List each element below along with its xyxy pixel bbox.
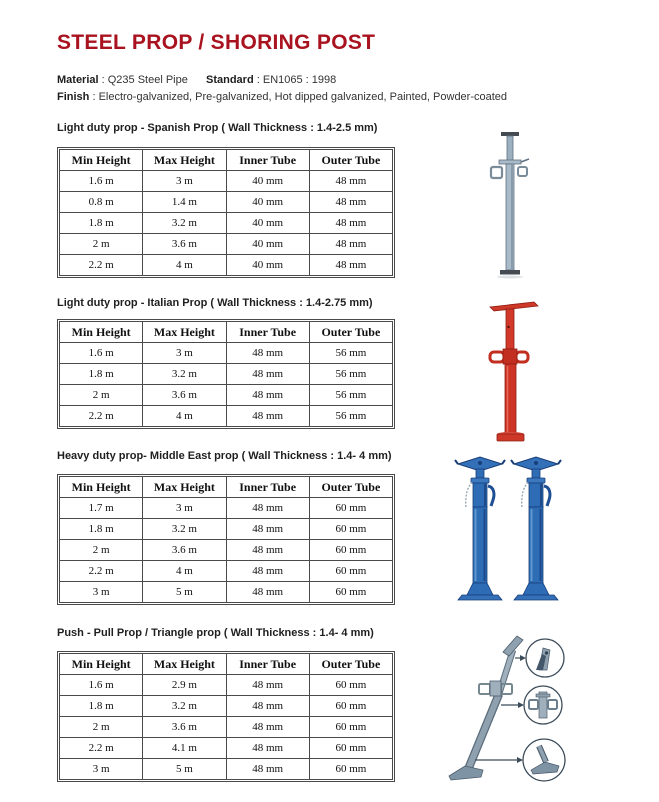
table-cell: 48 mm — [309, 171, 392, 192]
table-row — [60, 364, 393, 385]
table-cell: 48 mm — [226, 519, 309, 540]
finish-value: : Electro-galvanized, Pre-galvanized, Hot dipped galvanized, Painted, Powder-coated — [92, 91, 508, 103]
table-row — [60, 385, 393, 406]
col-inner-tube: Inner Tube — [226, 150, 309, 171]
table-row — [60, 738, 393, 759]
heavy-duty-prop-right — [511, 457, 561, 600]
prop-base-plate — [500, 270, 520, 275]
table-cell: 1.8 m — [60, 213, 143, 234]
table-cell: 2 m — [60, 540, 143, 561]
table-cell: 5 m — [143, 759, 226, 780]
middle-east-prop-table — [57, 474, 395, 605]
table-cell: 3.6 m — [143, 717, 226, 738]
table-cell: 3.6 m — [143, 234, 226, 255]
table-cell: 4 m — [143, 255, 226, 276]
table-cell: 60 mm — [309, 561, 392, 582]
col-outer-tube: Outer Tube — [309, 477, 392, 498]
table-cell: 4 m — [143, 406, 226, 427]
col-inner-tube: Inner Tube — [226, 654, 309, 675]
table-cell: 48 mm — [226, 675, 309, 696]
section-heading-spanish-prop: Light duty prop - Spanish Prop ( Wall Thickness : 1.4-2.5 mm) — [57, 122, 378, 134]
table-cell: 60 mm — [309, 759, 392, 780]
table-cell: 56 mm — [309, 385, 392, 406]
table-cell: 40 mm — [226, 171, 309, 192]
table-cell: 60 mm — [309, 738, 392, 759]
col-inner-tube: Inner Tube — [226, 322, 309, 343]
table-cell: 1.6 m — [60, 171, 143, 192]
table-cell: 3.6 m — [143, 540, 226, 561]
table-cell: 3 m — [143, 171, 226, 192]
table-cell: 2.9 m — [143, 675, 226, 696]
table-cell: 2 m — [60, 385, 143, 406]
table-cell: 48 mm — [226, 343, 309, 364]
table-cell: 3.2 m — [143, 213, 226, 234]
section-heading-push-pull-prop: Push - Pull Prop / Triangle prop ( Wall Thickness : 1.4- 4 mm) — [57, 627, 374, 639]
table-cell: 2.2 m — [60, 255, 143, 276]
table-cell: 60 mm — [309, 498, 392, 519]
col-inner-tube: Inner Tube — [226, 477, 309, 498]
table-cell: 2 m — [60, 717, 143, 738]
table-cell: 48 mm — [226, 498, 309, 519]
prop-handle — [479, 684, 490, 694]
col-max-height: Max Height — [143, 150, 226, 171]
table-cell: 4.1 m — [143, 738, 226, 759]
italian-prop-image — [484, 297, 542, 449]
table-cell: 60 mm — [309, 540, 392, 561]
table-cell: 2.2 m — [60, 406, 143, 427]
table-cell: 48 mm — [226, 582, 309, 603]
table-cell: 48 mm — [226, 561, 309, 582]
table-row — [60, 255, 393, 276]
table-cell: 56 mm — [309, 343, 392, 364]
col-min-height: Min Height — [60, 654, 143, 675]
spanish-prop-image — [478, 122, 542, 286]
table-cell: 3.2 m — [143, 519, 226, 540]
table-cell: 48 mm — [309, 213, 392, 234]
finish-line — [57, 89, 507, 106]
table-row — [60, 759, 393, 780]
table-cell: 3.2 m — [143, 696, 226, 717]
table-cell: 60 mm — [309, 717, 392, 738]
table-row — [60, 343, 393, 364]
table-row — [60, 498, 393, 519]
table-cell: 48 mm — [226, 696, 309, 717]
table-row — [60, 519, 393, 540]
material-standard-line — [57, 72, 507, 89]
material-value: : Q235 Steel Pipe — [101, 74, 188, 86]
table-cell: 1.8 m — [60, 519, 143, 540]
table-cell: 5 m — [143, 582, 226, 603]
spanish-prop-table — [57, 147, 395, 278]
col-outer-tube: Outer Tube — [309, 322, 392, 343]
table-cell: 60 mm — [309, 675, 392, 696]
table-row — [60, 540, 393, 561]
col-min-height: Min Height — [60, 477, 143, 498]
page-title: STEEL PROP / SHORING POST — [57, 31, 376, 54]
table-row — [60, 717, 393, 738]
table-cell: 48 mm — [226, 717, 309, 738]
col-min-height: Min Height — [60, 150, 143, 171]
table-header-row — [60, 322, 393, 343]
table-cell: 3 m — [60, 582, 143, 603]
push-pull-prop-table — [57, 651, 395, 782]
table-cell: 3 m — [143, 343, 226, 364]
table-row — [60, 171, 393, 192]
standard-value: : EN1065 : 1998 — [256, 74, 337, 86]
table-row — [60, 696, 393, 717]
table-cell: 56 mm — [309, 364, 392, 385]
callout-arrows — [475, 655, 526, 763]
italian-prop-table — [57, 319, 395, 429]
col-max-height: Max Height — [143, 322, 226, 343]
table-cell: 1.6 m — [60, 675, 143, 696]
table-cell: 60 mm — [309, 519, 392, 540]
col-max-height: Max Height — [143, 477, 226, 498]
table-cell: 48 mm — [226, 406, 309, 427]
table-cell: 40 mm — [226, 213, 309, 234]
table-row — [60, 561, 393, 582]
table-row — [60, 675, 393, 696]
table-header-row — [60, 654, 393, 675]
table-cell: 60 mm — [309, 582, 392, 603]
col-outer-tube: Outer Tube — [309, 150, 392, 171]
table-row — [60, 213, 393, 234]
table-cell: 1.4 m — [143, 192, 226, 213]
heavy-duty-prop-left — [455, 457, 505, 600]
table-row — [60, 582, 393, 603]
push-pull-prop-image — [443, 624, 623, 798]
table-cell: 1.8 m — [60, 364, 143, 385]
table-cell: 3.6 m — [143, 385, 226, 406]
standard-label: Standard — [206, 74, 254, 86]
prop-top-plate — [501, 132, 519, 136]
section-heading-middle-east-prop: Heavy duty prop- Middle East prop ( Wall Thickness : 1.4- 4 mm) — [57, 450, 392, 462]
col-max-height: Max Height — [143, 654, 226, 675]
table-cell: 48 mm — [226, 759, 309, 780]
table-cell: 48 mm — [226, 738, 309, 759]
prop-foot-plate — [449, 766, 483, 780]
table-cell: 48 mm — [226, 385, 309, 406]
table-header-row — [60, 477, 393, 498]
table-cell: 4 m — [143, 561, 226, 582]
table-cell: 40 mm — [226, 192, 309, 213]
section-heading-italian-prop: Light duty prop - Italian Prop ( Wall Thickness : 1.4-2.75 mm) — [57, 297, 373, 309]
col-min-height: Min Height — [60, 322, 143, 343]
prop-handle — [490, 352, 504, 362]
prop-base-plate — [497, 434, 524, 441]
spec-lines — [57, 72, 507, 106]
col-outer-tube: Outer Tube — [309, 654, 392, 675]
table-cell: 48 mm — [309, 255, 392, 276]
table-cell: 56 mm — [309, 406, 392, 427]
table-cell: 60 mm — [309, 696, 392, 717]
table-cell: 1.7 m — [60, 498, 143, 519]
table-cell: 40 mm — [226, 255, 309, 276]
table-cell: 1.6 m — [60, 343, 143, 364]
table-cell: 48 mm — [226, 540, 309, 561]
table-cell: 2.2 m — [60, 738, 143, 759]
table-cell: 48 mm — [309, 234, 392, 255]
table-cell: 48 mm — [226, 364, 309, 385]
table-header-row — [60, 150, 393, 171]
material-label: Material — [57, 74, 99, 86]
table-cell: 1.8 m — [60, 696, 143, 717]
table-row — [60, 192, 393, 213]
table-row — [60, 234, 393, 255]
heavy-duty-props-image — [450, 452, 572, 608]
table-cell: 40 mm — [226, 234, 309, 255]
table-cell: 48 mm — [309, 192, 392, 213]
prop-handle — [491, 167, 502, 178]
table-cell: 2.2 m — [60, 561, 143, 582]
table-cell: 3 m — [143, 498, 226, 519]
table-row — [60, 406, 393, 427]
table-cell: 0.8 m — [60, 192, 143, 213]
table-cell: 2 m — [60, 234, 143, 255]
table-cell: 3 m — [60, 759, 143, 780]
table-cell: 3.2 m — [143, 364, 226, 385]
finish-label: Finish — [57, 91, 90, 103]
